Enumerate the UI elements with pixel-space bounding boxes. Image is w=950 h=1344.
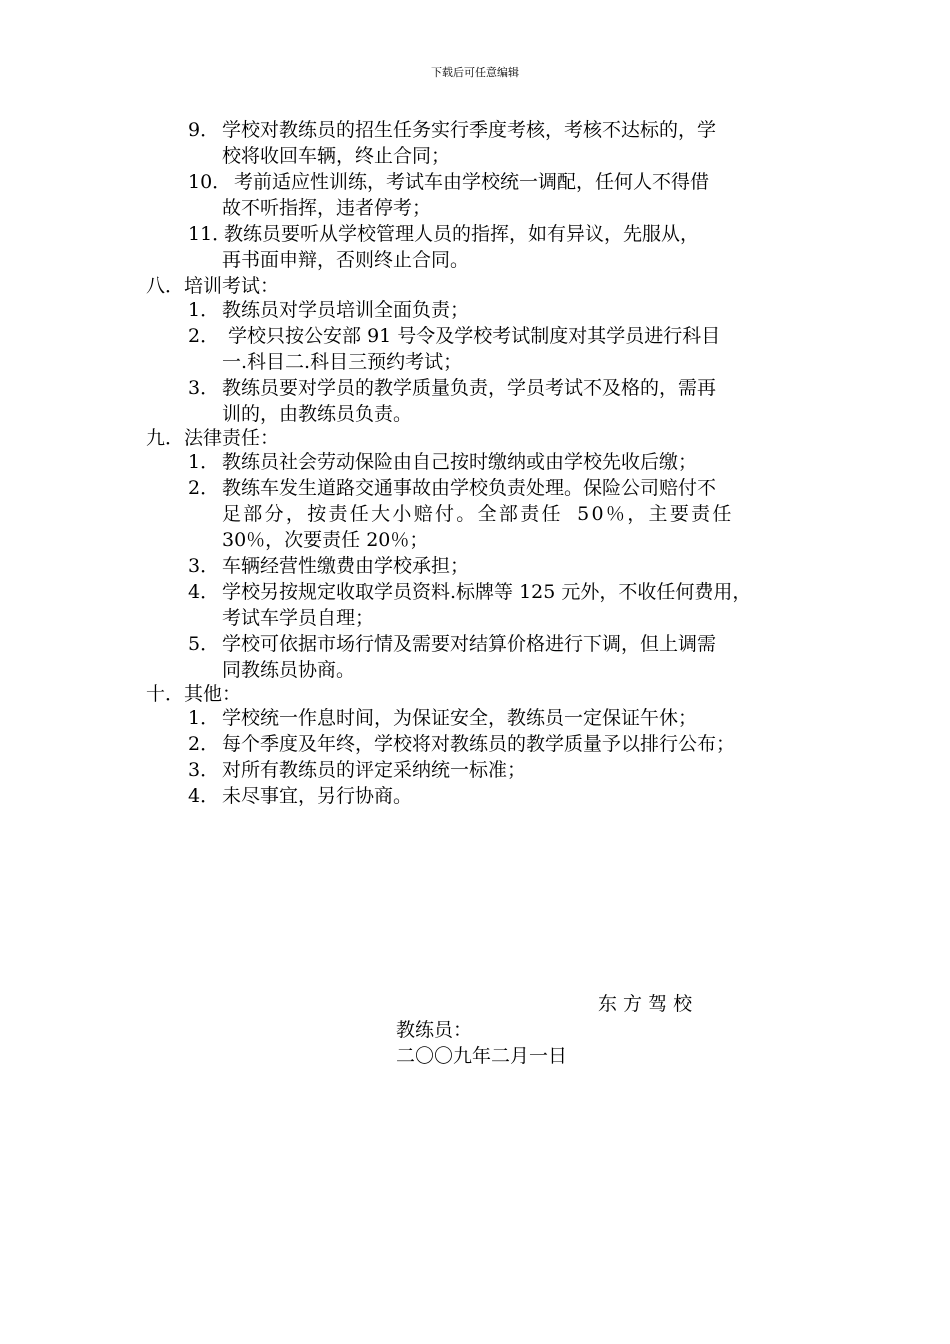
- item-text: 教练员要听从学校管理人员的指挥，如有异议，先服从，: [224, 223, 700, 245]
- list-item: [188, 476, 716, 501]
- item-number: 2．: [188, 477, 220, 499]
- item-text: 学校另按规定收取学员资料.标牌等 125 元外，不收任何费用，: [222, 581, 752, 603]
- item-number: 1．: [188, 707, 220, 729]
- item-text-continued: 再书面申辩，否则终止合同。: [222, 249, 470, 271]
- list-item: [188, 298, 469, 323]
- list-item: [188, 632, 716, 657]
- item-text: 教练员要对学员的教学质量负责，学员考试不及格的，需再: [222, 377, 717, 399]
- item-text: 学校只按公安部 91 号令及学校考试制度对其学员进行科目: [222, 325, 721, 347]
- list-item: [188, 758, 526, 783]
- item-text: 学校可依据市场行情及需要对结算价格进行下调，但上调需: [222, 633, 717, 655]
- item-text: 学校统一作息时间，为保证安全，教练员一定保证午休；: [222, 707, 698, 729]
- page-header: 下载后可任意编辑: [431, 66, 519, 79]
- item-number: 5．: [188, 633, 220, 655]
- list-item: [188, 222, 699, 247]
- item-text: 教练员对学员培训全面负责；: [222, 299, 470, 321]
- item-text-continued: 考试车学员自理；: [222, 607, 375, 629]
- signature-school: 东 方 驾 校: [598, 993, 693, 1015]
- list-item: [188, 784, 412, 809]
- item-text-continued: 一.科目二.科目三预约考试；: [222, 351, 463, 373]
- list-item: [188, 118, 716, 143]
- item-text-continued: 同教练员协商。: [222, 659, 356, 681]
- item-number: 2．: [188, 325, 220, 347]
- list-item: [188, 324, 720, 349]
- item-number: 4．: [188, 581, 220, 603]
- item-text-continued: 足部分，按责任大小赔付。全部责任 50％，主要责任: [222, 503, 734, 525]
- list-item: [188, 170, 709, 195]
- item-text-continued: 校将收回车辆，终止合同；: [222, 145, 451, 167]
- list-item: [188, 732, 735, 757]
- item-number: 4．: [188, 785, 220, 807]
- item-text: 对所有教练员的评定采纳统一标准；: [222, 759, 527, 781]
- list-item: [188, 376, 716, 401]
- list-item: [188, 554, 469, 579]
- list-item: [188, 706, 697, 731]
- item-text: 未尽事宜，另行协商。: [222, 785, 413, 807]
- item-text-continued: 30％，次要责任 20％；: [222, 529, 429, 551]
- item-text: 每个季度及年终，学校将对教练员的教学质量予以排行公布；: [222, 733, 736, 755]
- item-number: 11．: [188, 223, 232, 245]
- item-number: 9．: [188, 119, 220, 141]
- section-heading: 十．其他：: [146, 683, 242, 705]
- signature-date: 二〇〇九年二月一日: [396, 1045, 568, 1067]
- signature-coach: 教练员：: [396, 1019, 473, 1041]
- item-number: 3．: [188, 555, 220, 577]
- item-number: 10．: [188, 171, 232, 193]
- section-heading: 八．培训考试：: [146, 275, 280, 297]
- item-text: 教练员社会劳动保险由自己按时缴纳或由学校先收后缴；: [222, 451, 698, 473]
- item-number: 1．: [188, 451, 220, 473]
- list-item: [188, 580, 751, 605]
- item-text-continued: 训的，由教练员负责。: [222, 403, 413, 425]
- item-number: 3．: [188, 377, 220, 399]
- item-number: 2．: [188, 733, 220, 755]
- item-text: 车辆经营性缴费由学校承担；: [222, 555, 470, 577]
- item-number: 3．: [188, 759, 220, 781]
- item-number: 1．: [188, 299, 220, 321]
- item-text: 学校对教练员的招生任务实行季度考核，考核不达标的，学: [222, 119, 717, 141]
- section-heading: 九．法律责任：: [146, 427, 280, 449]
- item-text: 教练车发生道路交通事故由学校负责处理。保险公司赔付不: [222, 477, 717, 499]
- list-item: [188, 450, 697, 475]
- item-text: 考前适应性训练，考试车由学校统一调配，任何人不得借: [234, 171, 710, 193]
- item-text-continued: 故不听指挥，违者停考；: [222, 197, 432, 219]
